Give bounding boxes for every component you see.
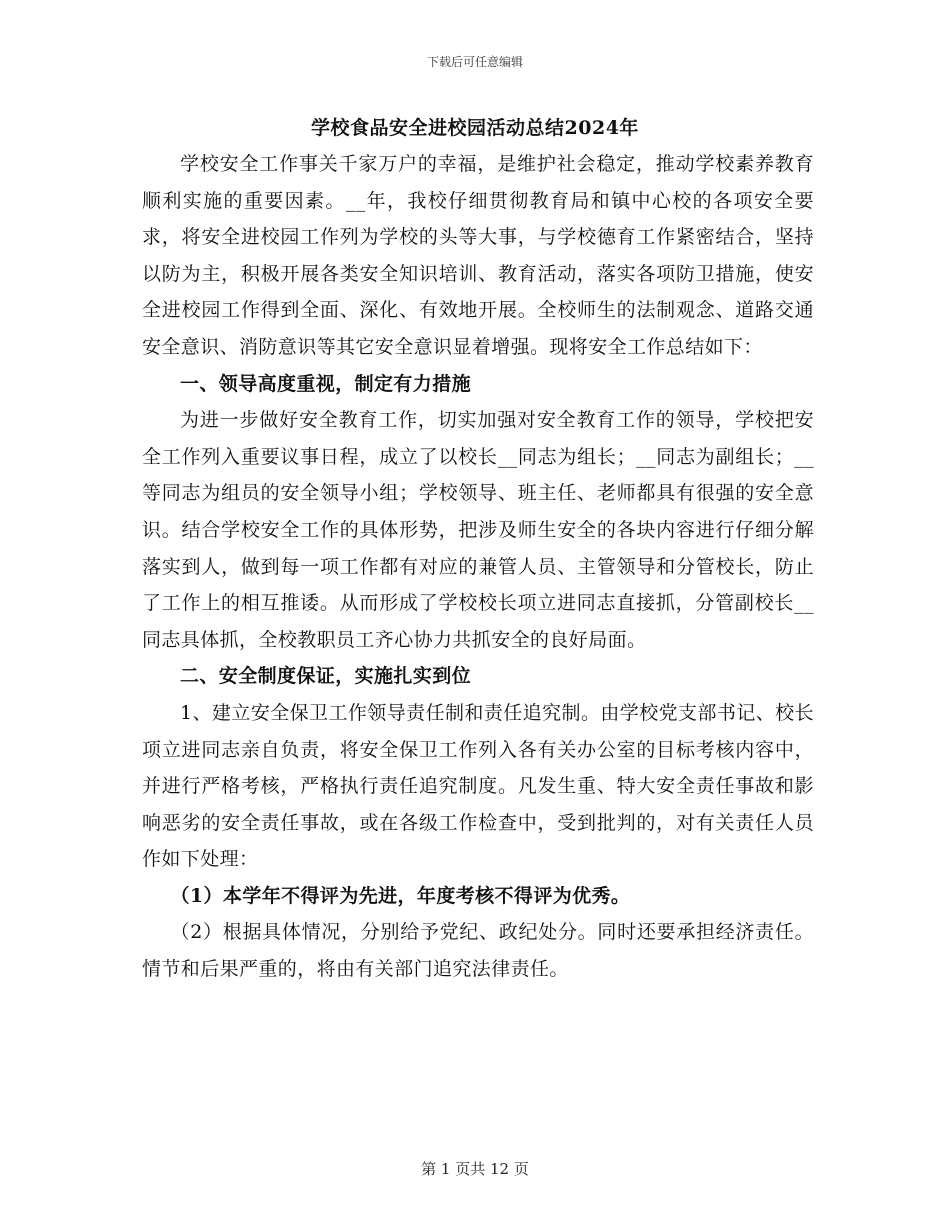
intro-paragraph: 学校安全工作事关千家万户的幸福，是维护社会稳定，推动学校素养教育顺利实施的重要因素。__年，我校仔细贯彻教育局和镇中心校的各项安全要求，将安全进校园工作列为学校的头等大事，与学校德育工作紧密结合，坚持以防为主，积极开展各类安全知识培训、教育活动，落实各项防卫措施，使安全进校园工作得到全面、深化、有效地开展。全校师生的法制观念、道路交通安全意识、消防意识等其它安全意识显着增强。现将安全工作总结如下：: [142, 153, 814, 358]
document-body: [142, 146, 814, 988]
section-1-heading: 一、领导高度重视，制定有力措施: [180, 372, 472, 395]
section-2-item-1: 1、建立安全保卫工作领导责任制和责任追究制。由学校党支部书记、校长项立进同志亲自负责，将安全保卫工作列入各有关办公室的目标考核内容中，并进行严格考核，严格执行责任追究制度。凡发生重、特大安全责任事故和影响恶劣的安全责任事故，或在各级工作检查中，受到批判的，对有关责任人员作如下处理：: [142, 701, 814, 871]
section-1-paragraph: 为进一步做好安全教育工作，切实加强对安全教育工作的领导，学校把安全工作列入重要议事日程，成立了以校长__同志为组长；__同志为副组长；__等同志为组员的安全领导小组；学校领导、班主任、老师都具有很强的安全意识。结合学校安全工作的具体形势，把涉及师生安全的各块内容进行仔细分解落实到人，做到每一项工作都有对应的兼管人员、主管领导和分管校长，防止了工作上的相互推诿。从而形成了学校校长项立进同志直接抓，分管副校长__同志具体抓，全校教职员工齐心协力共抓安全的良好局面。: [142, 409, 814, 651]
section-2-heading: 二、安全制度保证，实施扎实到位: [180, 665, 472, 688]
document-title: 学校食品安全进校园活动总结2024年: [311, 117, 639, 139]
penalty-item-2: （2）根据具体情况，分别给予党纪、政纪处分。同时还要承担经济责任。情节和后果严重的，将由有关部门追究法律责任。: [142, 921, 814, 981]
download-note: 下载后可任意编辑: [426, 55, 523, 69]
penalty-item-1: （1）本学年不得评为先进，年度考核不得评为优秀。: [170, 884, 631, 907]
page-indicator: 第 1 页共 12 页: [421, 1160, 529, 1178]
